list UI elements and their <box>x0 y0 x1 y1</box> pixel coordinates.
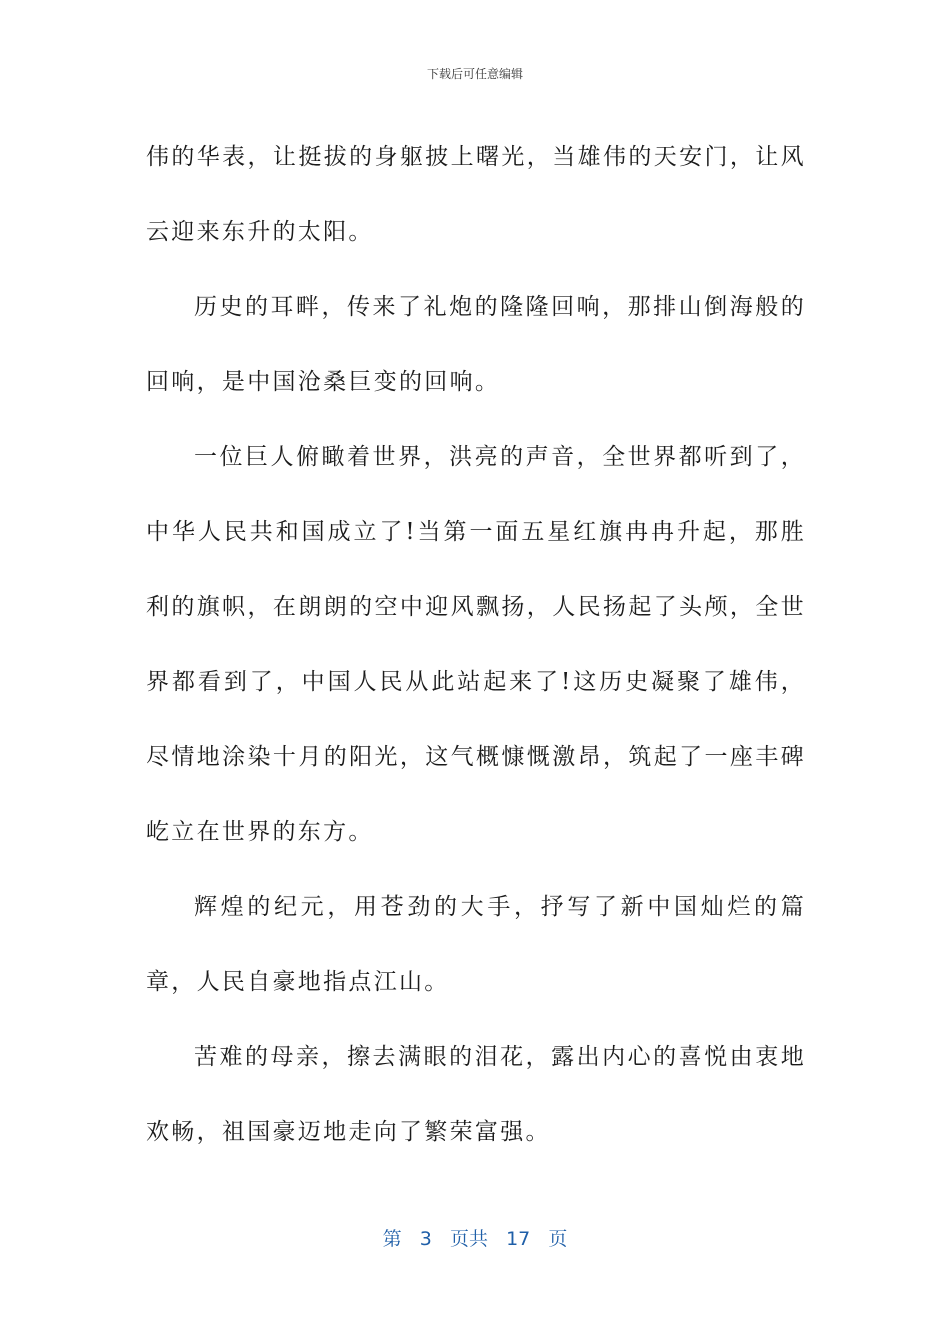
footer-middle: 页共 <box>449 1228 488 1250</box>
footer-total-pages: 17 <box>506 1228 531 1250</box>
paragraph-2: 历史的耳畔，传来了礼炮的隆隆回响，那排山倒海般的回响，是中国沧桑巨变的回响。 <box>146 294 806 395</box>
footer-prefix: 第 <box>382 1228 402 1250</box>
footer-suffix: 页 <box>548 1228 568 1250</box>
footer-current-page: 3 <box>419 1228 432 1250</box>
paragraph-4: 辉煌的纪元，用苍劲的大手，抒写了新中国灿烂的篇章，人民自豪地指点江山。 <box>146 894 806 995</box>
paragraph-3: 一位巨人俯瞰着世界，洪亮的声音，全世界都听到了，中华人民共和国成立了!当第一面五星红旗冉冉升起，那胜利的旗帜，在朗朗的空中迎风飘扬，人民扬起了头颅，全世界都看到了，中国人民从此站起来了!这历史凝聚了雄伟，尽情地涂染十月的阳光，这气概慷慨激昂，筑起了一座丰碑屹立在世界的东方。 <box>146 444 806 845</box>
document-body <box>146 120 806 1170</box>
page-footer <box>0 1226 950 1252</box>
page-header: 下载后可任意编辑 <box>426 67 523 81</box>
paragraph-5: 苦难的母亲，擦去满眼的泪花，露出内心的喜悦由衷地欢畅，祖国豪迈地走向了繁荣富强。 <box>146 1044 806 1145</box>
paragraph-1: 伟的华表，让挺拔的身躯披上曙光，当雄伟的天安门，让风云迎来东升的太阳。 <box>146 144 806 245</box>
